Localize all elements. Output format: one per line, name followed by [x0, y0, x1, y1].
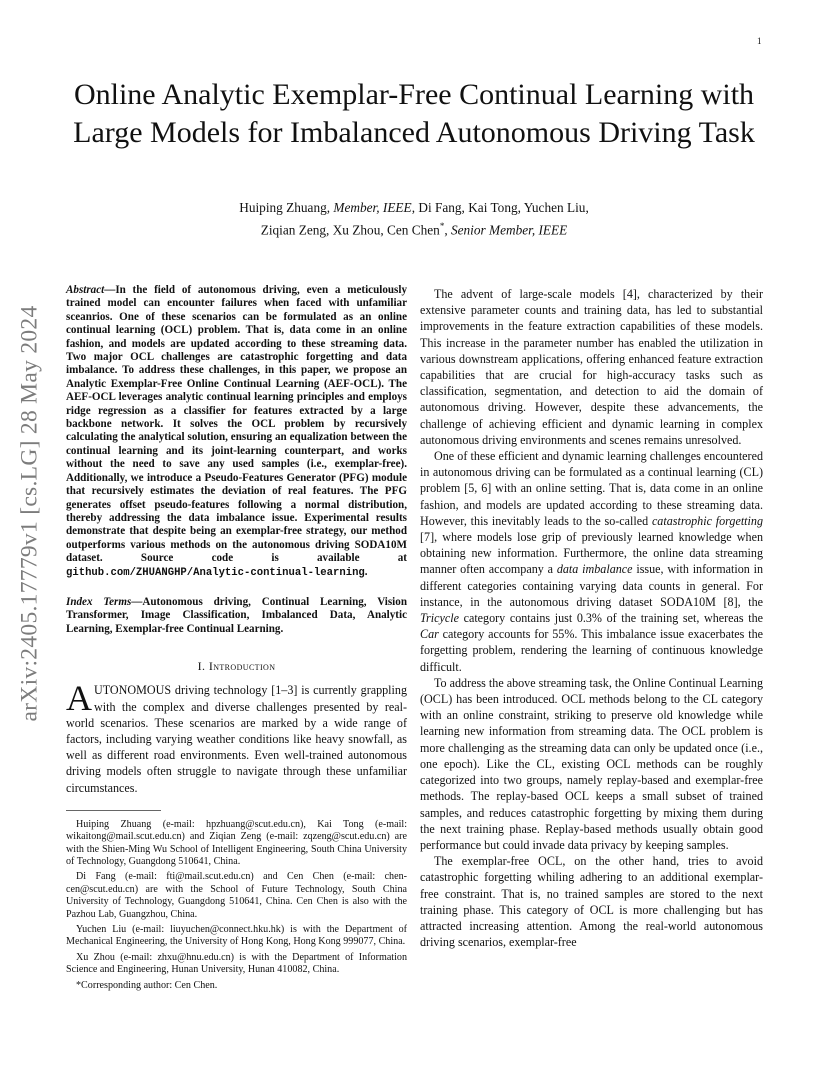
separator: ,	[444, 222, 451, 238]
intro-paragraph	[66, 678, 407, 795]
author-names: , Di Fang, Kai Tong, Yuchen Liu,	[411, 200, 589, 215]
abstract-dash: —	[104, 284, 116, 296]
emphasis: Car	[420, 627, 439, 642]
author-block	[110, 198, 718, 239]
emphasis: catastrophic forgetting	[651, 513, 763, 528]
index-terms-text: Autonomous driving, Continual Learning, Vision Transformer, Image Classification, Imbalanced Data, Analytic Learning, Exemplar-free Continual Learning.	[66, 595, 407, 635]
drop-cap: A	[66, 678, 92, 719]
section-heading-introduction	[66, 658, 407, 674]
corresponding-mark: *	[439, 221, 445, 231]
section-numeral: I.	[197, 659, 209, 674]
body-paragraph	[420, 448, 763, 675]
author-name: Huiping Zhuang,	[239, 200, 334, 215]
paper-title: Online Analytic Exemplar-Free Continual Learning with Large Models for Imbalanced Autonomous Driving Task	[73, 78, 755, 149]
author-line-2	[110, 217, 718, 239]
text-run: [7], where models lose grip of previously learned knowledge when obtaining new information. Furthermore, the online data streaming manner often accompany a	[420, 530, 763, 577]
arxiv-stamp: arXiv:2405.17779v1 [cs.LG] 28 May 2024	[16, 305, 43, 722]
footnotes	[66, 819, 407, 992]
abstract	[66, 284, 407, 580]
source-code-link[interactable]: github.com/ZHUANGHP/Analytic-continual-learning	[66, 566, 365, 579]
text-run: category accounts for 55%. This imbalance issue exacerbates the forgetting problem, rendering the learning of continuous knowledge difficult.	[420, 627, 763, 674]
senior-member-title: Senior Member, IEEE	[450, 222, 568, 238]
text-run: One of these efficient and dynamic learning challenges encountered in autonomous driving can be formulated as a continual learning (CL) problem [5, 6] with an online setting. That is, data come in an online fashion, and models are updated according to these streaming data. However, this inevitably leads to the so-called	[420, 449, 763, 528]
body-paragraph: The exemplar-free OCL, on the other hand, tries to avoid catastrophic forgetting whiling adhering to an additional exemplar-free constraint. That is, no trained samples are stored to the next training phase. This category of OCL is more challenging but has attracted increasing attention. Among the real-world autonomous driving scenarios, exemplar-free	[420, 854, 763, 950]
right-column	[420, 286, 763, 950]
body-paragraph: The advent of large-scale models [4], characterized by their extensive parameter counts and training data, has led to substantial improvements in the feature extraction capabilities of these models. This increase in the parameter number has enabled the utilization in various downstream applications, offering enhanced feature extraction capabilities that are crucial for high-accuracy tasks such as classification, segmentation, and detection to aid the domain of autonomous driving. However, despite these advancements, the challenge of achieving efficient and dynamic learning in complex autonomous driving environments and scenes remains unresolved.	[420, 287, 763, 447]
abstract-label: Abstract	[66, 284, 105, 296]
footnote: Xu Zhou (e-mail: zhxu@hnu.edu.cn) is with the Department of Information Science and Engineering, Hunan University, Hunan 410082, China.	[66, 951, 407, 976]
footnote: *Corresponding author: Cen Chen.	[76, 979, 218, 991]
footnote: Huiping Zhuang (e-mail: hpzhuang@scut.edu.cn), Kai Tong (e-mail: wikaitong@mail.scut.edu.cn) and Ziqian Zeng (e-mail: zqzeng@scut.edu.cn) are with the Shien-Ming Wu School of Intelligent Engineering, South China University of Technology, Guangdong 510641, China.	[66, 818, 407, 867]
index-terms-label: Index Terms	[66, 595, 132, 608]
index-terms	[66, 596, 407, 636]
footnote: Yuchen Liu (e-mail: liuyuchen@connect.hku.hk) is with the Department of Mechanical Engineering, the University of Hong Kong, Hong Kong 999077, China.	[66, 924, 407, 948]
intro-caps: UTONOMOUS	[94, 683, 172, 698]
member-title: Member, IEEE	[333, 200, 412, 215]
footnote: Di Fang (e-mail: fti@mail.scut.edu.cn) and Cen Chen (e-mail: chen-cen@scut.edu.cn) are with the School of Future Technology, South China University of Technology, Guangdong 510641, China. Cen Chen is also with the Pazhou Lab, Guangzhou, China.	[66, 871, 407, 920]
emphasis: Tricycle	[420, 611, 459, 626]
index-terms-dash: —	[131, 595, 143, 608]
footnote-rule	[66, 810, 161, 811]
author-line-1	[110, 198, 718, 217]
text-run: category contains just 0.3% of the training set, whereas the	[458, 611, 763, 626]
section-name: Introduction	[208, 659, 276, 674]
body-paragraph: To address the above streaming task, the Online Continual Learning (OCL) has been introduced. OCL methods belong to the CL category with an online constraint, striking to preserve old knowledge while learning new information from streaming data. The OCL problem is more challenging as the streaming data can only be updated once (i.e., one epoch). Like the CL, existing OCL methods can be roughly categorized into two groups, namely replay-based and exemplar-free methods. The replay-based OCL keeps a small subset of trained samples, and reduces catastrophic forgetting by mixing them during the next training phase. Replay-based methods usually obtain good performance but could invade data privacy by keeping samples.	[420, 675, 763, 852]
emphasis: data imbalance	[556, 562, 633, 577]
intro-text: driving technology [1–3] is currently grappling with the complex and diverse challenges presented by real-world scenarios. These scenarios are marked by a wide range of factors, including varying weather conditions like heavy snowfall, as well as different road environments. Even well-trained autonomous driving models often struggle to navigate through these unfamiliar circumstances.	[66, 683, 407, 795]
text-run: issue, with information in different categories containing varying data counts in general. For instance, in the autonomous driving dataset SODA10M [8], the	[420, 562, 764, 609]
page-number: 1	[757, 36, 762, 46]
abstract-end: .	[364, 565, 368, 578]
left-column	[66, 284, 407, 995]
abstract-text: In the field of autonomous driving, even a meticulously trained model can encounter failures when faced with unfamiliar sceanrios. One of these scenarios can be formulated as an online continual learning (OCL) problem. That is, data come in an online fashion, and models are updated according to these streaming data. Two major OCL challenges are catastrophic forgetting and data imbalance. To address these challenges, in this paper, we propose an Analytic Exemplar-Free Online Continual Learning (AEF-OCL). The AEF-OCL leverages analytic continual learning principles and employs ridge regression as a classifier for features extracted by a large backbone network. It solves the OCL problem by recursively calculating the analytical solution, ensuring an equalization between the continual learning and its joint-learning counterpart, and works without the need to save any used samples (i.e., exemplar-free). Additionally, we introduce a Pseudo-Features Generator (PFG) module that recursively estimates the deviation of real features. The PFG generates offset pseudo-features following a normal distribution, thereby addressing the data imbalance issue. Experimental results demonstrate that despite being an exemplar-free strategy, our method outperforms various methods on the autonomous driving SODA10M dataset. Source code is available at	[66, 284, 407, 565]
author-names: Ziqian Zeng, Xu Zhou, Cen Chen	[260, 222, 440, 238]
